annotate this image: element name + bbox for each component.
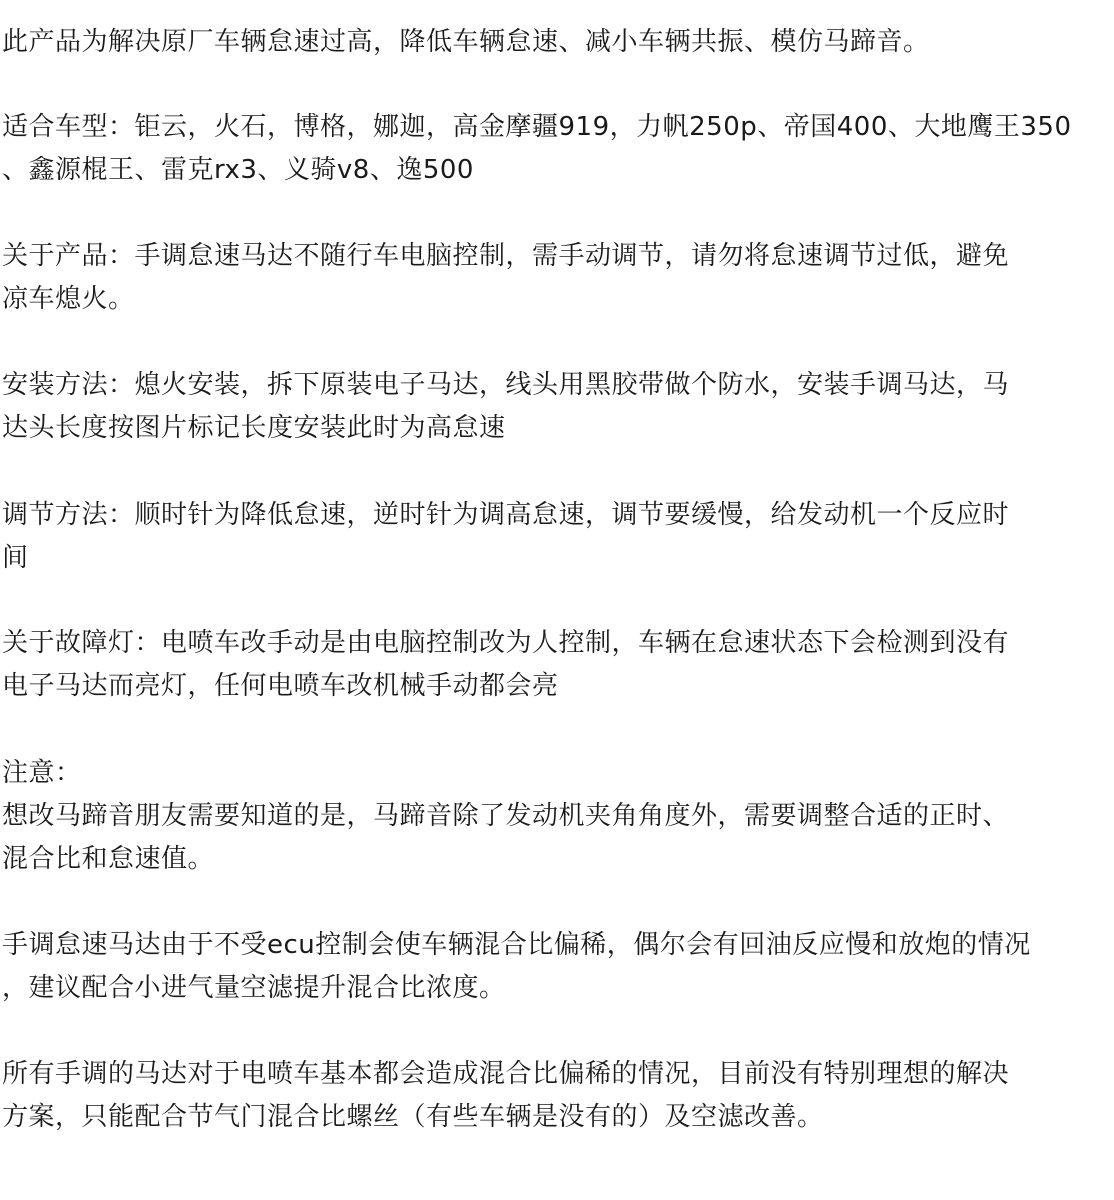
about-product-line-1: 关于产品：手调怠速马达不随行车电脑控制，需手动调节，请勿将怠速调节过低，避免 bbox=[2, 241, 1010, 271]
product-purpose-line: 此产品为解决原厂车辆怠速过高，降低车辆怠速、减小车辆共振、模仿马蹄音。 bbox=[2, 27, 930, 57]
solution-note-line-1: 所有手调的马达对于电喷车基本都会造成混合比偏稀的情况，目前没有特别理想的解决 bbox=[2, 1059, 1010, 1089]
mixture-note-line-1: 手调怠速马达由于不受ecu控制会使车辆混合比偏稀，偶尔会有回油反应慢和放炮的情况 bbox=[2, 930, 1031, 960]
fault-light-line-1: 关于故障灯：电喷车改手动是由电脑控制改为人控制，车辆在怠速状态下会检测到没有 bbox=[2, 628, 1010, 658]
adjust-method-line-1: 调节方法：顺时针为降低怠速，逆时针为调高怠速，调节要缓慢，给发动机一个反应时 bbox=[2, 500, 1010, 530]
fault-light-line-2: 电子马达而亮灯，任何电喷车改机械手动都会亮 bbox=[2, 671, 559, 701]
notice-heading: 注意： bbox=[2, 758, 82, 788]
notice-line-2: 混合比和怠速值。 bbox=[2, 844, 215, 874]
install-method-line-1: 安装方法：熄火安装，拆下原装电子马达，线头用黑胶带做个防水，安装手调马达，马 bbox=[2, 370, 1010, 400]
compatible-models-line-2: 、鑫源棍王、雷克rx3、义骑v8、逸500 bbox=[2, 155, 474, 185]
adjust-method-line-2: 间 bbox=[2, 543, 29, 573]
solution-note-line-2: 方案，只能配合节气门混合比螺丝（有些车辆是没有的）及空滤改善。 bbox=[2, 1102, 824, 1132]
about-product-line-2: 凉车熄火。 bbox=[2, 284, 135, 314]
notice-line-1: 想改马蹄音朋友需要知道的是，马蹄音除了发动机夹角角度外，需要调整合适的正时、 bbox=[2, 801, 1010, 831]
install-method-line-2: 达头长度按图片标记长度安装此时为高怠速 bbox=[2, 413, 506, 443]
compatible-models-line-1: 适合车型：钜云，火石，博格，娜迦，高金摩疆919，力帆250p、帝国400、大地鹰王350 bbox=[2, 112, 1072, 142]
mixture-note-line-2: ，建议配合小进气量空滤提升混合比浓度。 bbox=[2, 973, 506, 1003]
